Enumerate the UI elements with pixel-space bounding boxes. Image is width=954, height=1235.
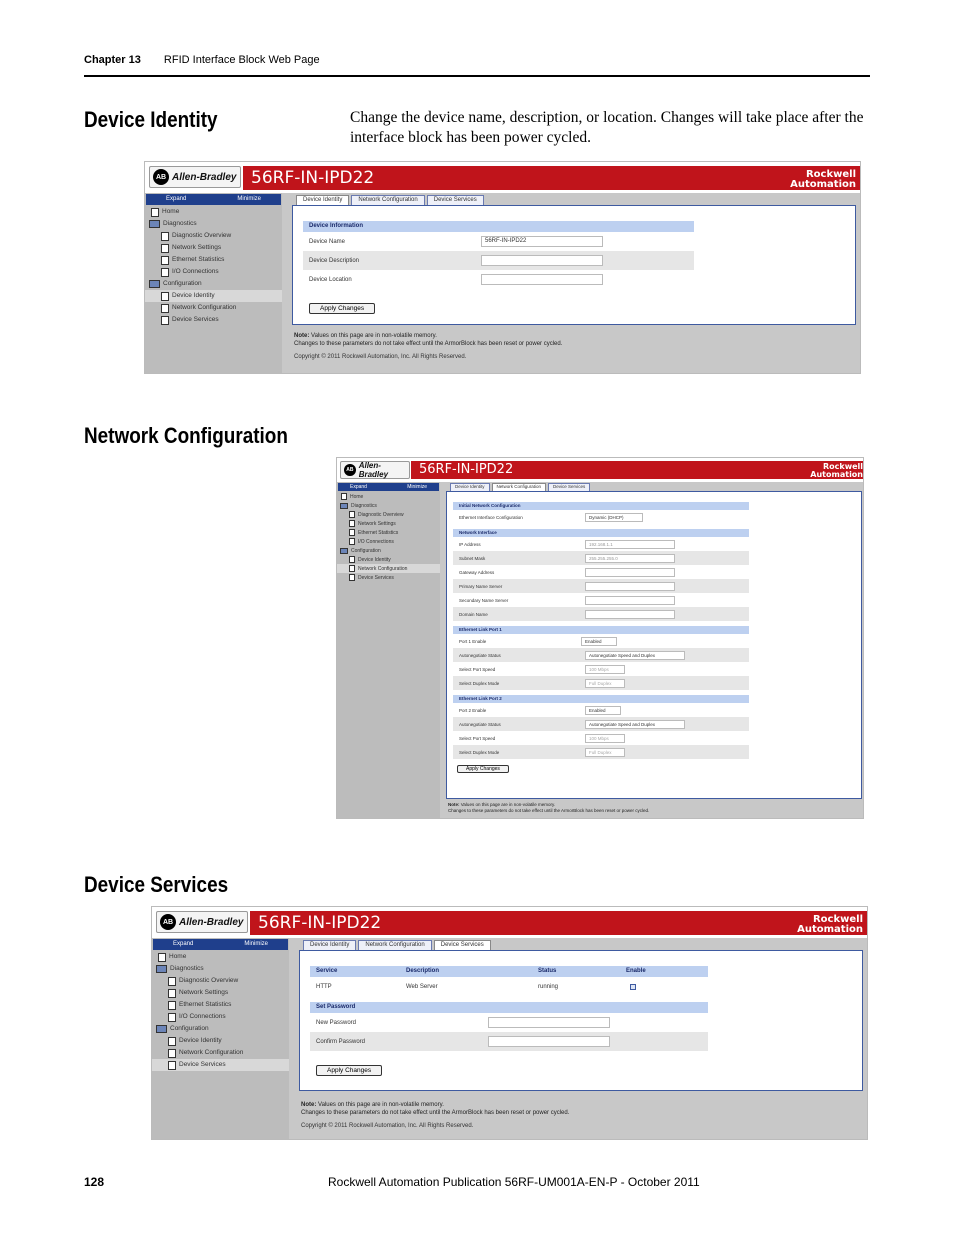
form-row: Autonegotiate Status Autonegotiate Speed and Duplex xyxy=(453,717,749,731)
screenshot-device-identity xyxy=(144,161,861,374)
chapter-title: RFID Interface Block Web Page xyxy=(163,54,320,66)
product-title: 56RF-IN-IPD22 xyxy=(419,462,514,477)
sidebar xyxy=(145,193,282,374)
page-icon xyxy=(158,953,166,962)
page-number: 128 xyxy=(84,1175,105,1189)
nav-home[interactable]: Home xyxy=(337,492,440,501)
page-icon xyxy=(349,574,355,581)
tab-network-configuration[interactable]: Network Configuration xyxy=(351,195,424,206)
tab-network-configuration[interactable]: Network Configuration xyxy=(358,940,431,951)
secondary-dns-input[interactable] xyxy=(585,596,675,605)
services-form xyxy=(299,950,863,1091)
page-icon xyxy=(168,1049,176,1058)
section-intro: Change the device name, description, or location. Changes will take place after the interface block has been power cycled. xyxy=(350,109,864,146)
port2-enable-select[interactable]: Enabled xyxy=(585,706,621,715)
nav-ethernet-statistics[interactable]: Ethernet Statistics xyxy=(337,528,440,537)
screenshot-device-services xyxy=(151,906,868,1140)
domain-name-input[interactable] xyxy=(585,610,675,619)
product-title-bar xyxy=(411,461,864,479)
table-row: HTTP Web Server running xyxy=(310,977,708,997)
page-icon xyxy=(161,232,169,241)
chapter-label: Chapter 13 xyxy=(84,54,141,66)
section-heading-device-identity: Device Identity xyxy=(84,107,218,132)
page-icon xyxy=(151,208,159,217)
allen-bradley-logo: AB Allen-Bradley xyxy=(149,166,241,188)
port1-autoneg-select[interactable]: Autonegotiate Speed and Duplex xyxy=(585,651,685,660)
page-icon xyxy=(161,244,169,253)
nav-network-configuration[interactable]: Network Configuration xyxy=(337,564,440,573)
form-row: Device Location xyxy=(303,270,694,289)
form-row: Port 1 Enable Enabled xyxy=(453,634,749,648)
form-row: Device Name 56RF-IN-IPD22 xyxy=(303,232,694,251)
minimize-link[interactable]: Minimize xyxy=(237,196,261,202)
app-header xyxy=(337,458,864,482)
minimize-link[interactable]: Minimize xyxy=(244,941,268,947)
folder-icon xyxy=(149,220,160,228)
gateway-input[interactable] xyxy=(585,568,675,577)
copyright: Copyright © 2011 Rockwell Automation, Inc. All Rights Reserved. xyxy=(294,354,467,360)
tab-device-identity[interactable]: Device Identity xyxy=(303,940,356,951)
subnet-mask-input[interactable]: 255.255.255.0 xyxy=(585,554,675,563)
page-icon xyxy=(161,268,169,277)
product-title-bar xyxy=(250,911,868,935)
note-block: Note: Values on this page are in non-volatile memory. Changes to these parameters do not take effect until the ArmorBlock has been reset or power cycled. Copyright © 2011 Rockwell Automation, Inc. All Rights Reserved. xyxy=(301,1102,570,1129)
form-row: Subnet Mask 255.255.255.0 xyxy=(453,551,749,565)
tab-device-identity[interactable]: Device Identity xyxy=(296,195,349,206)
publication-info: Rockwell Automation Publication 56RF-UM001A-EN-P - October 2011 xyxy=(328,1175,700,1189)
page-icon xyxy=(168,1037,176,1046)
form-row: Port 2 Enable Enabled xyxy=(453,703,749,717)
note-block: Note: Values on this page are in non-volatile memory. Changes to these parameters do not take effect until the ArmorBlock has been reset or power cycled. xyxy=(448,802,650,813)
header-rule xyxy=(84,75,870,77)
port2-speed-select[interactable]: 100 Mbps xyxy=(585,734,625,743)
nav-io-connections[interactable]: I/O Connections xyxy=(337,537,440,546)
running-header xyxy=(84,54,320,66)
section-header: Initial Network Configuration xyxy=(453,502,749,510)
form-row: Gateway Address xyxy=(453,565,749,579)
nav-diagnostics[interactable]: Diagnostics xyxy=(152,963,289,975)
form-row: Domain Name xyxy=(453,607,749,621)
enable-checkbox[interactable] xyxy=(630,984,636,990)
folder-icon xyxy=(156,1025,167,1033)
page-icon xyxy=(161,304,169,313)
device-name-input[interactable]: 56RF-IN-IPD22 xyxy=(481,236,603,247)
page-icon xyxy=(161,292,169,301)
form-row: Select Port Speed 100 Mbps xyxy=(453,731,749,745)
section-heading-device-services: Device Services xyxy=(84,872,229,897)
expand-link[interactable]: Expand xyxy=(166,196,187,202)
network-form xyxy=(446,491,862,799)
form-row: Autonegotiate Status Autonegotiate Speed and Duplex xyxy=(453,648,749,662)
form-row: Confirm Password xyxy=(310,1032,708,1051)
nav-diagnostic-overview[interactable]: Diagnostic Overview xyxy=(337,510,440,519)
nav-network-settings[interactable]: Network Settings xyxy=(152,987,289,999)
form-row: Primary Name Server xyxy=(453,579,749,593)
folder-icon xyxy=(340,503,348,509)
product-title: 56RF-IN-IPD22 xyxy=(258,913,382,933)
page-icon xyxy=(349,511,355,518)
nav-configuration[interactable]: Configuration xyxy=(145,278,282,290)
page-icon xyxy=(341,493,347,500)
page-icon xyxy=(349,520,355,527)
nav-network-configuration[interactable]: Network Configuration xyxy=(152,1047,289,1059)
product-title-bar xyxy=(243,166,861,190)
ip-address-input[interactable]: 192.168.1.1 xyxy=(585,540,675,549)
content-area xyxy=(295,938,868,1140)
expand-link[interactable]: Expand xyxy=(350,484,367,490)
rockwell-logo: Rockwell Automation xyxy=(790,169,856,190)
apply-changes-button[interactable]: Apply Changes xyxy=(316,1065,382,1076)
port1-speed-select[interactable]: 100 Mbps xyxy=(585,665,625,674)
port2-autoneg-select[interactable]: Autonegotiate Speed and Duplex xyxy=(585,720,685,729)
section-heading-network-configuration: Network Configuration xyxy=(84,423,288,448)
section-header: Set Password xyxy=(310,1002,708,1013)
nav-network-settings[interactable]: Network Settings xyxy=(145,242,282,254)
nav-diagnostics[interactable]: Diagnostics xyxy=(337,501,440,510)
nav-network-settings[interactable]: Network Settings xyxy=(337,519,440,528)
content-area xyxy=(288,193,861,374)
nav-io-connections[interactable]: I/O Connections xyxy=(152,1011,289,1023)
apply-changes-button[interactable]: Apply Changes xyxy=(457,765,509,773)
confirm-password-input[interactable] xyxy=(488,1036,610,1047)
folder-icon xyxy=(340,548,348,554)
app-header xyxy=(145,162,861,193)
services-table-header: Service Description Status Enable xyxy=(310,966,708,977)
form-row: Device Description xyxy=(303,251,694,270)
rockwell-logo: Rockwell Automation xyxy=(810,462,863,479)
nav-network-configuration[interactable]: Network Configuration xyxy=(145,302,282,314)
form-row: Select Duplex Mode Full Duplex xyxy=(453,745,749,759)
page-icon xyxy=(349,529,355,536)
folder-icon xyxy=(156,965,167,973)
form-row: IP Address 192.168.1.1 xyxy=(453,537,749,551)
product-title: 56RF-IN-IPD22 xyxy=(251,168,375,188)
form-row: Select Port Speed 100 Mbps xyxy=(453,662,749,676)
page-icon xyxy=(168,1061,176,1070)
nav-diagnostics[interactable]: Diagnostics xyxy=(145,218,282,230)
nav-home[interactable]: Home xyxy=(145,206,282,218)
app-header xyxy=(152,907,868,938)
nav-device-identity[interactable]: Device Identity xyxy=(152,1035,289,1047)
nav-device-identity[interactable]: Device Identity xyxy=(145,290,282,302)
new-password-input[interactable] xyxy=(488,1017,610,1028)
form-row: Select Duplex Mode Full Duplex xyxy=(453,676,749,690)
form-row: Ethernet Interface Configuration Dynamic (DHCP) xyxy=(453,510,749,524)
nav-ethernet-statistics[interactable]: Ethernet Statistics xyxy=(145,254,282,266)
tab-device-identity[interactable]: Device Identity xyxy=(450,483,490,491)
ethernet-config-select[interactable]: Dynamic (DHCP) xyxy=(585,513,643,522)
section-header: Ethernet Link Port 1 xyxy=(453,626,749,634)
port1-enable-select[interactable]: Enabled xyxy=(581,637,617,646)
port1-duplex-select[interactable]: Full Duplex xyxy=(585,679,625,688)
nav-device-services[interactable]: Device Services xyxy=(145,314,282,326)
folder-icon xyxy=(149,280,160,288)
sidebar xyxy=(152,938,289,1140)
nav-configuration[interactable]: Configuration xyxy=(152,1023,289,1035)
page-icon xyxy=(168,1001,176,1010)
form-row: Secondary Name Server xyxy=(453,593,749,607)
screenshot-network-configuration xyxy=(336,457,864,819)
port2-duplex-select[interactable]: Full Duplex xyxy=(585,748,625,757)
page-icon xyxy=(161,256,169,265)
device-location-input[interactable] xyxy=(481,274,603,285)
page-icon xyxy=(168,977,176,986)
nav-device-services[interactable]: Device Services xyxy=(152,1059,289,1071)
content-area xyxy=(444,482,864,819)
tab-device-services[interactable]: Device Services xyxy=(427,195,484,206)
identity-form xyxy=(292,205,856,325)
nav-device-identity[interactable]: Device Identity xyxy=(337,555,440,564)
tab-device-services[interactable]: Device Services xyxy=(548,483,590,491)
sidebar xyxy=(337,482,440,819)
nav-diagnostic-overview[interactable]: Diagnostic Overview xyxy=(145,230,282,242)
form-row: New Password xyxy=(310,1013,708,1032)
nav-home[interactable]: Home xyxy=(152,951,289,963)
section-header: Network Interface xyxy=(453,529,749,537)
section-header: Device Information xyxy=(303,221,694,232)
nav-io-connections[interactable]: I/O Connections xyxy=(145,266,282,278)
page-icon xyxy=(349,565,355,572)
minimize-link[interactable]: Minimize xyxy=(407,484,427,490)
apply-changes-button[interactable]: Apply Changes xyxy=(309,303,375,314)
note-block: Note: Values on this page are in non-volatile memory. Changes to these parameters do not take effect until the ArmorBlock has been reset or power cycled. Copyright © 2011 Rockwell Automation, Inc. All Rights Reserved. xyxy=(294,333,563,360)
expand-link[interactable]: Expand xyxy=(173,941,194,947)
rockwell-logo: Rockwell Automation xyxy=(797,914,863,935)
tab-network-configuration[interactable]: Network Configuration xyxy=(492,483,547,491)
nav-ethernet-statistics[interactable]: Ethernet Statistics xyxy=(152,999,289,1011)
section-header: Ethernet Link Port 2 xyxy=(453,695,749,703)
primary-dns-input[interactable] xyxy=(585,582,675,591)
nav-configuration[interactable]: Configuration xyxy=(337,546,440,555)
nav-device-services[interactable]: Device Services xyxy=(337,573,440,582)
nav-diagnostic-overview[interactable]: Diagnostic Overview xyxy=(152,975,289,987)
device-description-input[interactable] xyxy=(481,255,603,266)
page-icon xyxy=(161,316,169,325)
allen-bradley-logo: AB Allen-Bradley xyxy=(340,461,410,479)
tab-device-services[interactable]: Device Services xyxy=(434,940,491,951)
page-icon xyxy=(168,989,176,998)
page-icon xyxy=(168,1013,176,1022)
copyright: Copyright © 2011 Rockwell Automation, Inc. All Rights Reserved. xyxy=(301,1123,474,1129)
allen-bradley-logo: AB Allen-Bradley xyxy=(156,911,248,933)
page-icon xyxy=(349,556,355,563)
